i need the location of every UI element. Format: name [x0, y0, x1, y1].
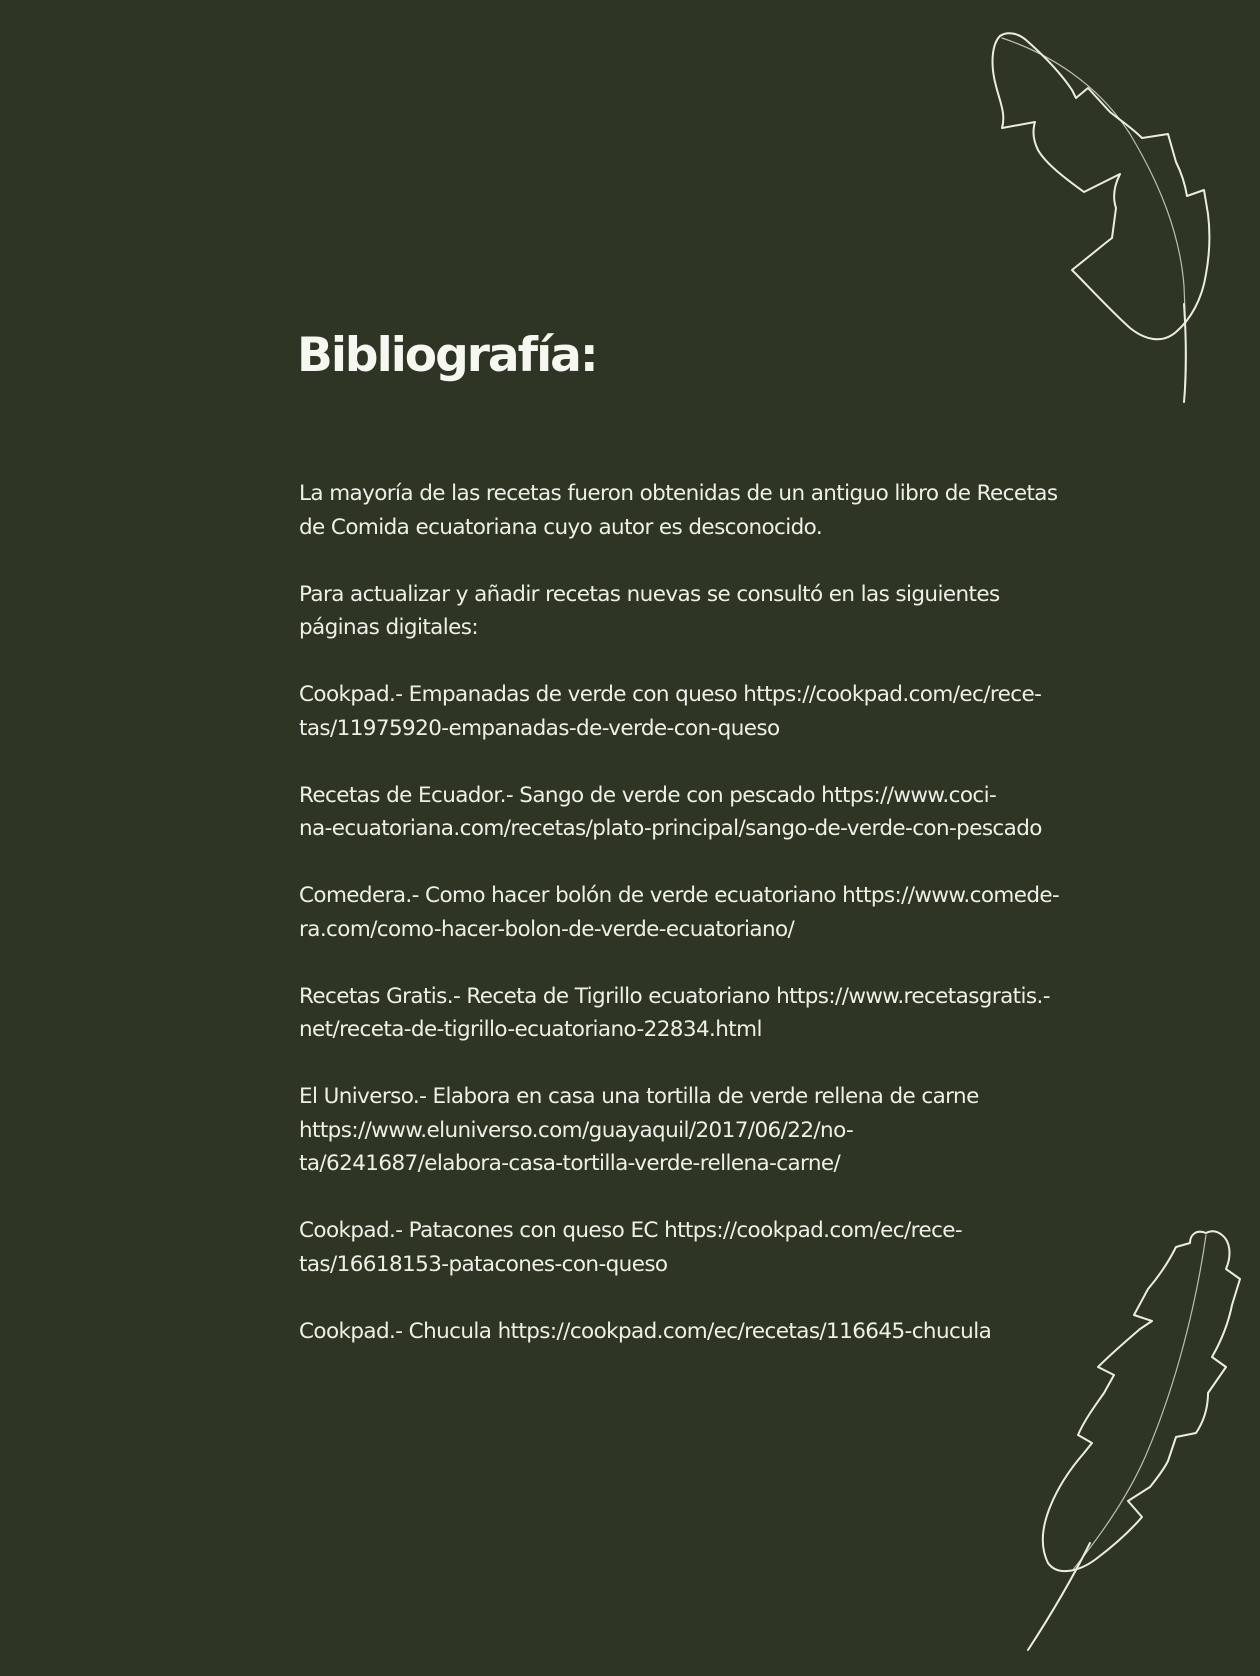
bibliography-body: [299, 477, 1099, 1382]
text-line: Cookpad.- Chucula https://cookpad.com/ec/recetas/116645-chucula: [299, 1318, 992, 1344]
reference-entry: [299, 779, 1099, 846]
text-line: net/receta-de-tigrillo-ecuatoriano-22834.html: [299, 1017, 762, 1042]
page-title: Bibliografía:: [297, 328, 597, 383]
reference-entry: [299, 879, 1099, 946]
text-line: Para actualizar y añadir recetas nuevas se consultó en las siguientes: [299, 581, 1000, 607]
text-line: tas/11975920-empanadas-de-verde-con-queso: [299, 715, 780, 741]
text-line: Recetas Gratis.- Receta de Tigrillo ecuatoriano https://www.recetasgratis.-: [299, 983, 1050, 1009]
text-line: El Universo.- Elabora en casa una tortilla de verde rellena de carne: [299, 1084, 979, 1109]
reference-entry: [299, 1214, 1099, 1281]
reference-entry: [299, 678, 1099, 745]
reference-entry: [299, 980, 1099, 1047]
text-line: Recetas de Ecuador.- Sango de verde con pescado https://www.coci-: [299, 782, 997, 808]
text-line: ta/6241687/elabora-casa-tortilla-verde-rellena-carne/: [299, 1151, 841, 1176]
text-line: de Comida ecuatoriana cuyo autor es desconocido.: [299, 514, 823, 540]
text-line: Comedera.- Como hacer bolón de verde ecuatoriano https://www.comede-: [299, 883, 1060, 908]
text-line: na-ecuatoriana.com/recetas/plato-principal/sango-de-verde-con-pescado: [299, 816, 1042, 841]
reference-entry: [299, 1315, 1099, 1349]
text-line: Cookpad.- Empanadas de verde con queso https://cookpad.com/ec/rece-: [299, 682, 1042, 707]
text-line: ra.com/como-hacer-bolon-de-verde-ecuatoriano/: [299, 916, 795, 942]
paragraph-sources-intro: [299, 578, 1099, 645]
text-line: páginas digitales:: [299, 615, 478, 640]
text-line: La mayoría de las recetas fueron obtenidas de un antiguo libro de Recetas: [299, 481, 1058, 506]
paragraph-intro: [299, 477, 1099, 544]
text-line: tas/16618153-patacones-con-queso: [299, 1251, 668, 1277]
leaf-outline-icon: [980, 24, 1240, 414]
reference-entry: [299, 1080, 1099, 1181]
text-line: Cookpad.- Patacones con queso EC https://cookpad.com/ec/rece-: [299, 1218, 963, 1243]
text-line: https://www.eluniverso.com/guayaquil/2017/06/22/no-: [299, 1117, 854, 1143]
